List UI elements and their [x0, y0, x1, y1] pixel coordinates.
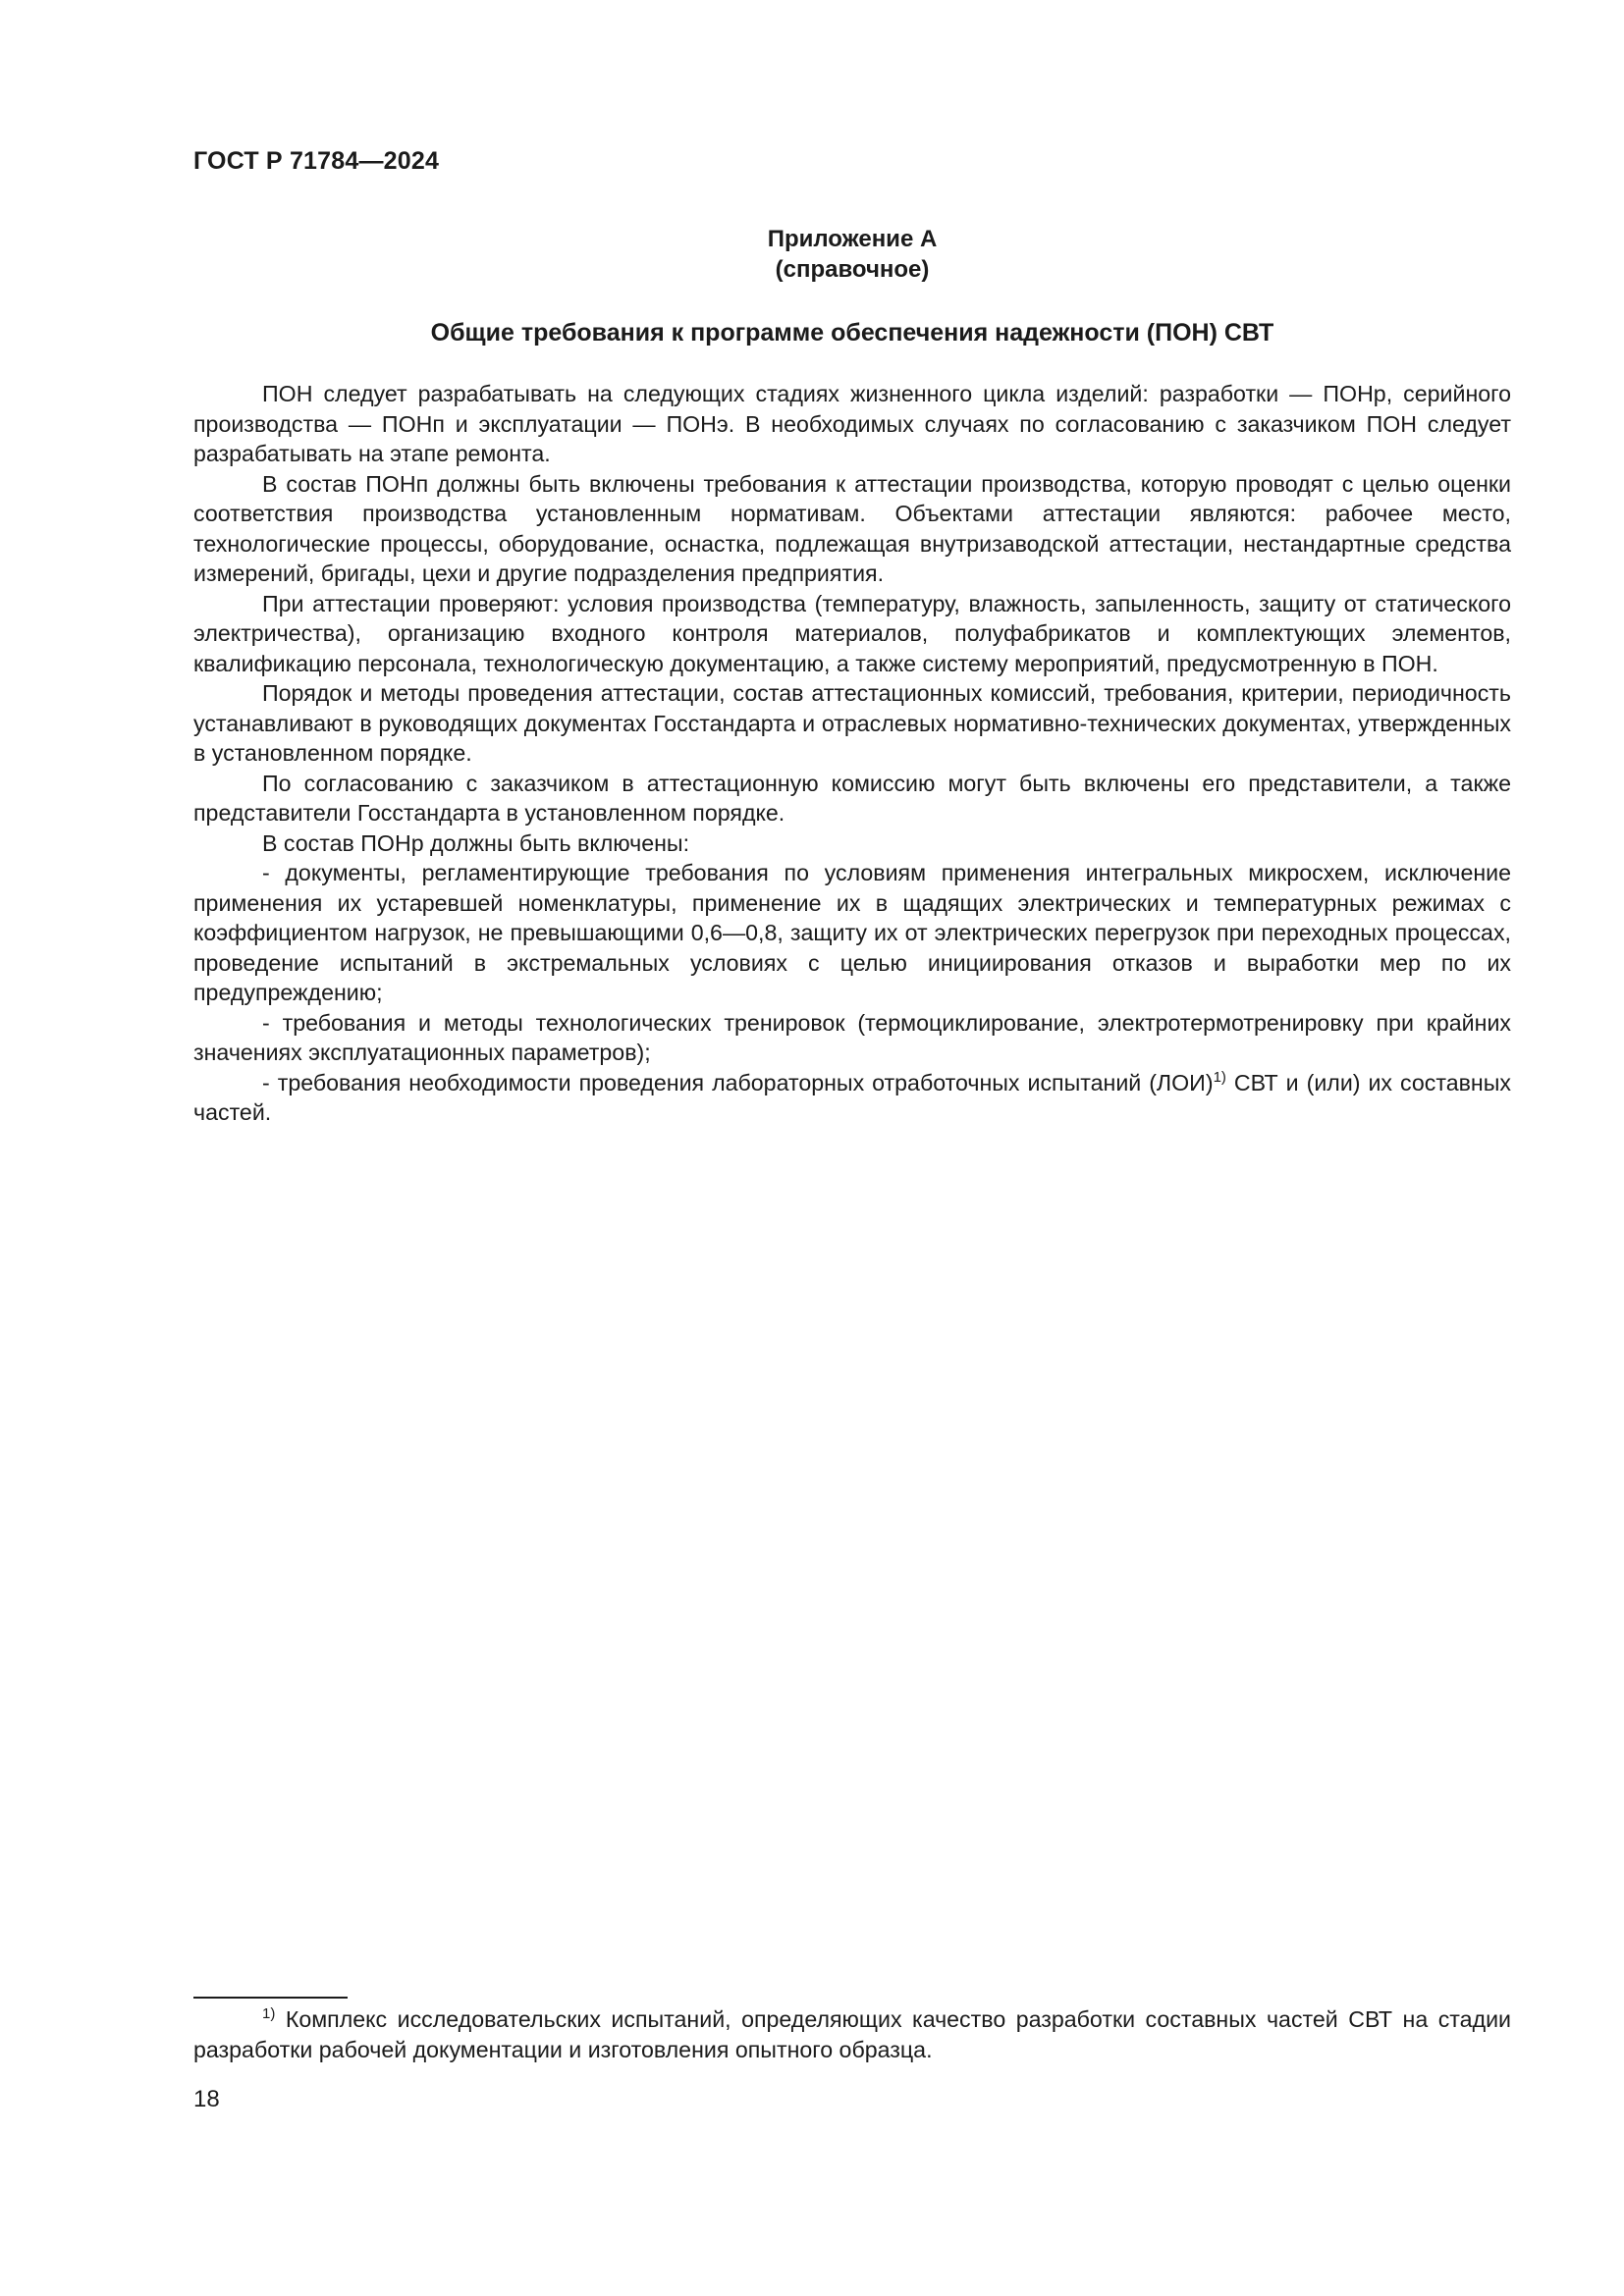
paragraph: ПОН следует разрабатывать на следующих стадиях жизненного цикла изделий: разработки — ПОНр, серийного производства — ПОНп и эксплуатации — ПОНэ. В необходимых случаях по согласованию с заказчиком ПОН следует разрабатывать на этапе ремонта. — [193, 381, 1511, 466]
footnote-text: Комплекс исследовательских испытаний, определяющих качество разработки составных частей СВТ на стадии разработки рабочей документации и изготовления опытного образца. — [193, 2006, 1511, 2062]
document-code: ГОСТ Р 71784—2024 — [193, 147, 440, 175]
list-item-text: - требования необходимости проведения лабораторных отработочных испытаний (ЛОИ) — [262, 1069, 1214, 1095]
footnote-marker: 1) — [262, 2005, 276, 2022]
list-item — [193, 1068, 1511, 1128]
list-item: - требования и методы технологических тренировок (термоциклирование, электротермотренировку при крайних значениях эксплуатационных параметров); — [193, 1009, 1511, 1065]
page-number: 18 — [193, 2086, 220, 2112]
annex-type: (справочное) — [775, 256, 930, 283]
paragraph: При аттестации проверяют: условия производства (температуру, влажность, запыленность, защиту от статического электричества), организацию входного контроля материалов, полуфабрикатов и комплектующих элементов, квалификацию персонала, технологическую документацию, а также систему мероприятий, предусмотренную в ПОН. — [193, 590, 1511, 676]
paragraph: Порядок и методы проведения аттестации, состав аттестационных комиссий, требования, критерии, периодичность устанавливают в руководящих документах Госстандарта и отраслевых нормативно-технических документах, утвержденных в установленном порядке. — [193, 680, 1511, 766]
annex-title: Приложение А — [767, 226, 938, 252]
footnote-separator — [193, 1997, 348, 1999]
body-text — [193, 379, 1511, 1128]
list-item: - документы, регламентирующие требования по условиям применения интегральных микросхем, исключение применения их устаревшей номенклатуры, применение их в щадящих электрических и температурных режимах с коэффициентом нагрузок, не превышающими 0,6—0,8, защиту их от электрических перегрузок при переходных процессах, проведение испытаний в экстремальных условиях с целью инициирования отказов и выработки мер по их предупреждению; — [193, 860, 1511, 1005]
footnote — [193, 2004, 1511, 2064]
paragraph: В состав ПОНп должны быть включены требования к аттестации производства, которую проводят с целью оценки соответствия производства установленным нормативам. Объектами аттестации являются: рабочее место, технологические процессы, оборудование, оснастка, подлежащая внутризаводской аттестации, нестандартные средства измерений, бригады, цехи и другие подразделения предприятия. — [193, 470, 1511, 586]
footnote-reference: 1) — [1213, 1068, 1226, 1086]
paragraph: По согласованию с заказчиком в аттестационную комиссию могут быть включены его представители, а также представители Госстандарта в установленном порядке. — [193, 770, 1511, 826]
section-title: Общие требования к программе обеспечения надежности (ПОН) СВТ — [430, 319, 1274, 347]
list-item-text-end: СВТ и (или) их составных частей. — [193, 1069, 1511, 1125]
paragraph: В состав ПОНр должны быть включены: — [262, 829, 690, 856]
